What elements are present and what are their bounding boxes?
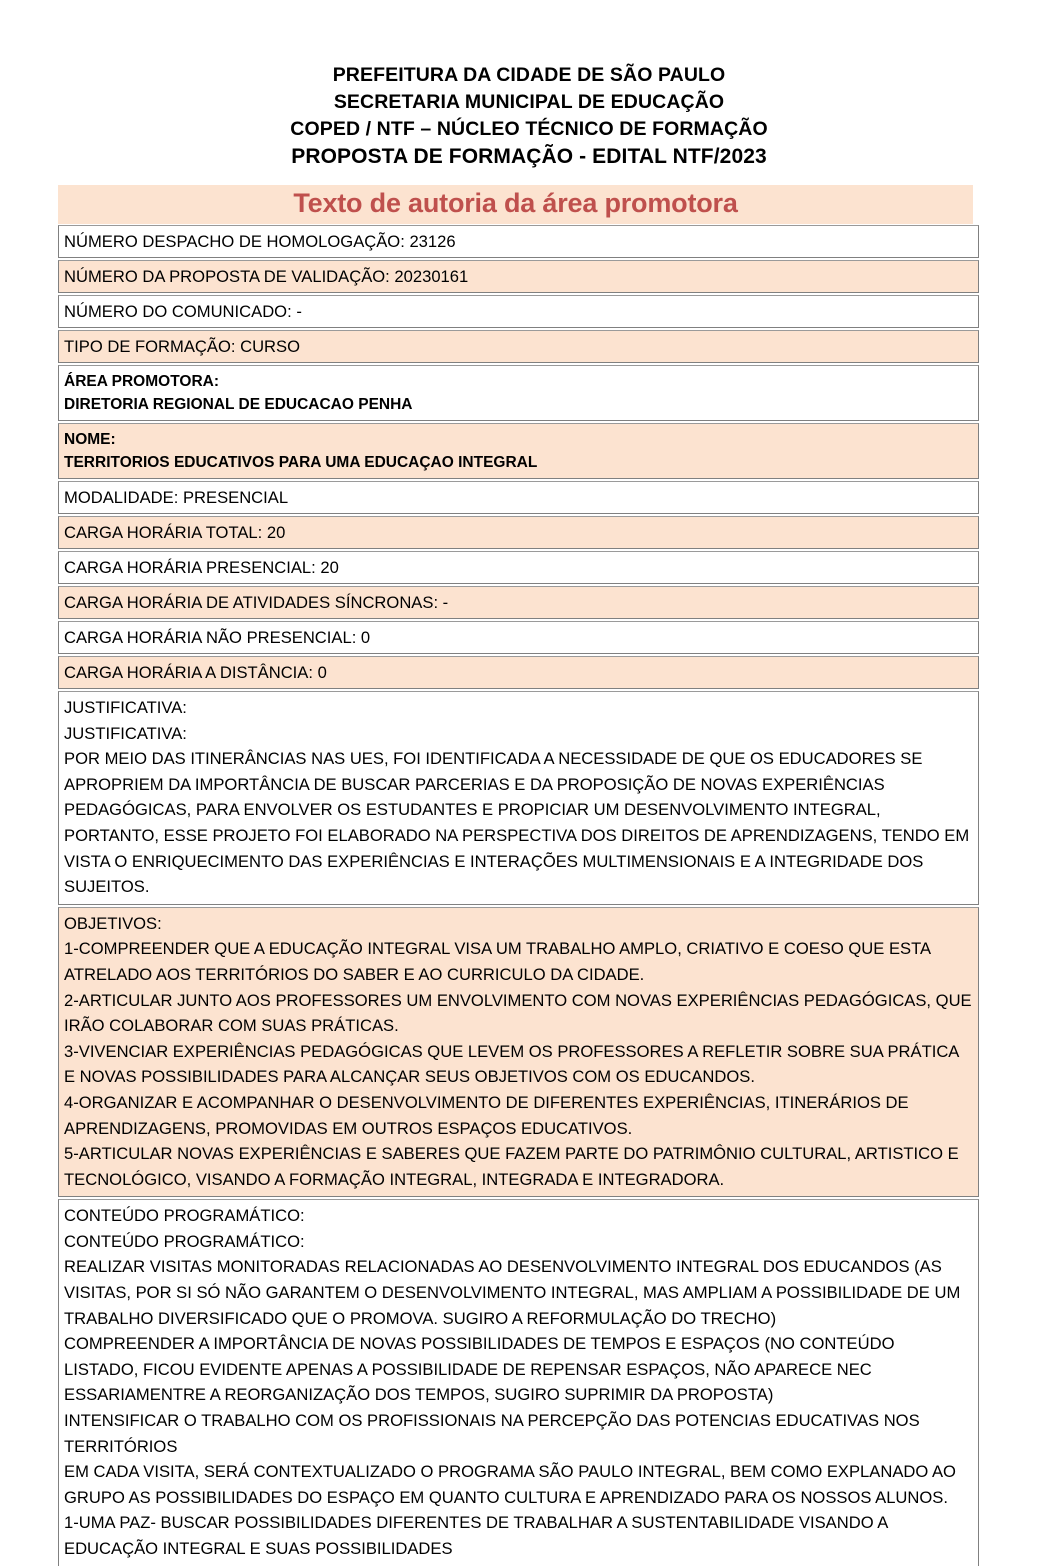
row-numero-proposta (58, 260, 979, 293)
row-carga-distancia (58, 656, 979, 689)
objetivo-item-4: 4-ORGANIZAR E ACOMPANHAR O DESENVOLVIMENTO DE DIFERENTES EXPERIÊNCIAS, ITINERÁRIOS DE APRENDIZAGENS, PROMOVIDAS EM OUTROS ESPAÇOS EDUCATIVOS. (64, 1092, 909, 1138)
row-modalidade (58, 481, 979, 514)
carga-distancia-text: CARGA HORÁRIA A DISTÂNCIA: 0 (64, 663, 327, 682)
header-line-secretaria: SECRETARIA MUNICIPAL DE EDUCAÇÃO (333, 91, 725, 113)
numero-despacho-text: NÚMERO DESPACHO DE HOMOLOGAÇÃO: 23126 (64, 232, 456, 251)
row-area-promotora (58, 365, 979, 421)
header-line-coped-ntf: COPED / NTF – NÚCLEO TÉCNICO DE FORMAÇÃO (290, 118, 768, 140)
row-carga-nao-presencial (58, 621, 979, 654)
row-carga-presencial (58, 551, 979, 584)
conteudo-paragraph-4: EM CADA VISITA, SERÁ CONTEXTUALIZADO O PROGRAMA SÃO PAULO INTEGRAL, BEM COMO EXPLANADO AO GRUPO AS POSSIBILIDADES DO ESPAÇO EM QUANTO CULTURA E APRENDIZADO PARA OS NOSSOS ALUNOS. (64, 1462, 956, 1507)
carga-sincronas-text: CARGA HORÁRIA DE ATIVIDADES SÍNCRONAS: - (64, 593, 449, 612)
row-tipo-formacao (58, 330, 979, 363)
document-header (0, 0, 1058, 170)
row-objetivos (58, 907, 979, 1198)
conteudo-paragraph-5: 1-UMA PAZ- BUSCAR POSSIBILIDADES DIFERENTES DE TRABALHAR A SUSTENTABILIDADE VISANDO A EDUCAÇÃO INTEGRAL E SUAS POSSIBILIDADES (64, 1513, 888, 1558)
numero-comunicado-text: NÚMERO DO COMUNICADO: - (64, 302, 302, 321)
header-line-proposta-edital: PROPOSTA DE FORMAÇÃO - EDITAL NTF/2023 (291, 145, 767, 168)
row-carga-sincronas (58, 586, 979, 619)
justificativa-body: POR MEIO DAS ITINERÂNCIAS NAS UES, FOI IDENTIFICADA A NECESSIDADE DE QUE OS EDUCADORES SE APROPRIEM DA IMPORTÂNCIA DE BUSCAR PARCERIAS E DA PROPOSIÇÃO DE NOVAS EXPERIÊNCIAS PEDAGÓGICAS, PARA ENVOLVER OS ESTUDANTES E PROPICIAR UM DESENVOLVIMENTO INTEGRAL, PORTANTO, ESSE PROJETO FOI ELABORADO NA PERSPECTIVA DOS DIREITOS DE APRENDIZAGENS, TENDO EM VISTA O ENRIQUECIMENTO DAS EXPERIÊNCIAS E INTERAÇÕES MULTIMENSIONAIS E A INTEGRIDADE DOS SUJEITOS. (64, 749, 970, 897)
objetivo-item-3: 3-VIVENCIAR EXPERIÊNCIAS PEDAGÓGICAS QUE LEVEM OS PROFESSORES A REFLETIR SOBRE SUA PRÁTICA E NOVAS POSSIBILIDADES PARA ALCANÇAR SEUS OBJETIVOS COM OS EDUCANDOS. (64, 1041, 959, 1087)
carga-nao-presencial-text: CARGA HORÁRIA NÃO PRESENCIAL: 0 (64, 628, 371, 647)
conteudo-paragraph-1: REALIZAR VISITAS MONITORADAS RELACIONADAS AO DESENVOLVIMENTO INTEGRAL DOS EDUCANDOS (AS VISITAS, POR SI SÓ NÃO GARANTEM O DESENVOLVIMENTO INTEGRAL, MAS AMPLIAM A POSSIBILIDADE DE UM TRABALHO DIVERSIFICADO QUE O PROMOVA. SUGIRO A REFORMULAÇÃO DO TRECHO) (64, 1257, 961, 1328)
conteudo-paragraph-3: INTENSIFICAR O TRABALHO COM OS PROFISSIONAIS NA PERCEPÇÃO DAS POTENCIAS EDUCATIVAS NOS TERRITÓRIOS (64, 1411, 920, 1456)
proposal-table (58, 185, 979, 1568)
nome-value: TERRITORIOS EDUCATIVOS PARA UMA EDUCAÇAO INTEGRAL (64, 454, 538, 471)
conteudo-heading-1: CONTEÚDO PROGRAMÁTICO: (64, 1206, 305, 1226)
nome-label: NOME: (64, 431, 116, 448)
carga-total-text: CARGA HORÁRIA TOTAL: 20 (64, 523, 286, 542)
objetivos-heading: OBJETIVOS: (64, 913, 162, 933)
row-numero-comunicado (58, 295, 979, 328)
justificativa-heading-2: JUSTIFICATIVA: (64, 723, 187, 743)
justificativa-heading-1: JUSTIFICATIVA: (64, 698, 187, 717)
row-conteudo-programatico (58, 1199, 979, 1565)
row-carga-total (58, 516, 979, 549)
row-justificativa (58, 691, 979, 905)
subtitle-text: Texto de autoria da área promotora (293, 188, 738, 218)
objetivo-item-2: 2-ARTICULAR JUNTO AOS PROFESSORES UM ENVOLVIMENTO COM NOVAS EXPERIÊNCIAS PEDAGÓGICAS, QUE IRÃO COLABORAR COM SUAS PRÁTICAS. (64, 990, 972, 1036)
row-numero-despacho (58, 225, 979, 258)
numero-proposta-text: NÚMERO DA PROPOSTA DE VALIDAÇÃO: 20230161 (64, 267, 469, 286)
modalidade-text: MODALIDADE: PRESENCIAL (64, 488, 289, 507)
header-line-prefeitura: PREFEITURA DA CIDADE DE SÃO PAULO (332, 64, 726, 86)
conteudo-paragraph-2: COMPREENDER A IMPORTÂNCIA DE NOVAS POSSIBILIDADES DE TEMPOS E ESPAÇOS (NO CONTEÚDO LISTADO, FICOU EVIDENTE APENAS A POSSIBILIDADE DE REPENSAR ESPAÇOS, NÃO APARECE NEC ESSARIAMENTRE A REORGANIZAÇÃO DOS TEMPOS, SUGIRO SUPRIMIR DA PROPOSTA) (64, 1334, 895, 1405)
objetivo-item-5: 5-ARTICULAR NOVAS EXPERIÊNCIAS E SABERES QUE FAZEM PARTE DO PATRIMÔNIO CULTURAL, ARTISTICO E TECNOLÓGICO, VISANDO A FORMAÇÃO INTEGRAL, INTEGRADA E INTEGRADORA. (64, 1144, 959, 1189)
conteudo-heading-2: CONTEÚDO PROGRAMÁTICO: (64, 1231, 305, 1251)
subtitle-band (58, 185, 973, 224)
area-promotora-value: DIRETORIA REGIONAL DE EDUCACAO PENHA (64, 396, 413, 413)
tipo-formacao-text: TIPO DE FORMAÇÃO: CURSO (64, 337, 301, 356)
row-nome (58, 423, 979, 479)
carga-presencial-text: CARGA HORÁRIA PRESENCIAL: 20 (64, 558, 339, 577)
objetivo-item-1: 1-COMPREENDER QUE A EDUCAÇÃO INTEGRAL VISA UM TRABALHO AMPLO, CRIATIVO E COESO QUE ESTA ATRELADO AOS TERRITÓRIOS DO SABER E AO CURRICULO DA CIDADE. (64, 939, 931, 984)
area-promotora-label: ÁREA PROMOTORA: (64, 373, 219, 390)
